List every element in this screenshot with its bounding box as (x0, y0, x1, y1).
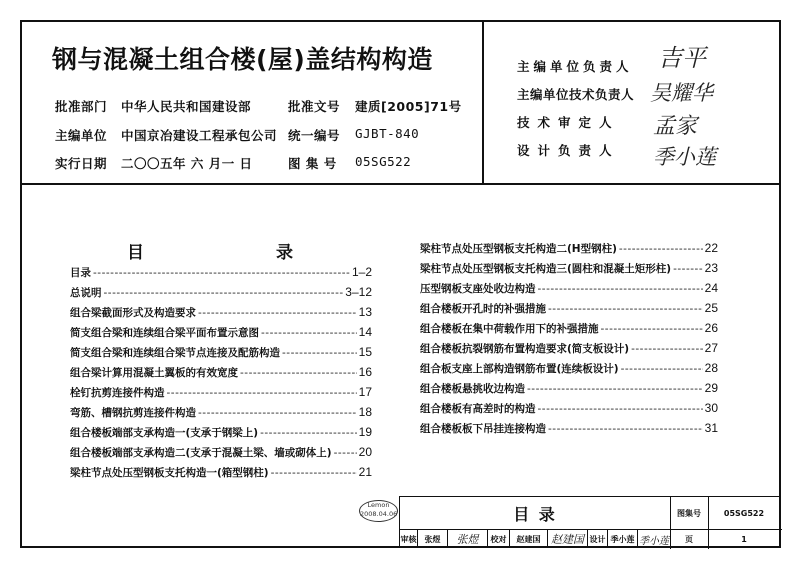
toc-leader (271, 463, 357, 483)
toc-item[interactable] (420, 418, 718, 438)
unified-no-label: 统一编号 (288, 128, 341, 143)
toc-item-page: 1–2 (351, 265, 372, 279)
date-label: 实行日期 (55, 156, 108, 171)
toc-item[interactable] (70, 442, 372, 462)
date-stamp (359, 500, 398, 522)
toc-item-page: 22 (704, 241, 718, 255)
toc-item-page: 26 (704, 321, 718, 335)
page-value: 1 (741, 534, 747, 544)
toc-item[interactable] (420, 398, 718, 418)
toc-item-title: 简支组合梁和连续组合梁节点连接及配筋构造 (70, 347, 280, 359)
toc-item-title: 梁柱节点处压型钢板支托构造三(圆柱和混凝土矩形柱) (420, 263, 672, 275)
toc-leader (631, 339, 703, 359)
toc-item-title: 组合梁截面形式及构造要求 (70, 307, 196, 319)
header-divider (20, 183, 781, 185)
toc-leader (527, 379, 703, 399)
toc-right-column (420, 238, 718, 438)
toc-item-page: 23 (704, 261, 718, 275)
toc-item-title: 组合楼板抗裂钢筋布置构造要求(简支板设计) (420, 343, 630, 355)
toc-leader (334, 443, 357, 463)
review-signature: 张煜 (448, 530, 488, 548)
toc-leader (619, 239, 703, 259)
toc-leader (93, 263, 350, 283)
toc-item[interactable] (70, 322, 372, 342)
toc-item-title: 压型钢板支座处收边构造 (420, 283, 536, 295)
toc-leader (104, 283, 344, 303)
toc-item-page: 13 (358, 305, 372, 319)
toc-item-page: 24 (704, 281, 718, 295)
design-signature: 季小莲 (639, 535, 669, 547)
toc-item[interactable] (70, 422, 372, 442)
toc-left-column (70, 262, 372, 482)
toc-item-page: 19 (358, 425, 372, 439)
check-name: 赵建国 (510, 530, 548, 548)
toc-item[interactable] (70, 262, 372, 282)
page-label: 页 (685, 534, 693, 544)
toc-leader (601, 319, 703, 339)
toc-item-page: 14 (358, 325, 372, 339)
toc-item[interactable] (420, 378, 718, 398)
toc-item-title: 组合梁计算用混凝土翼板的有效宽度 (70, 367, 238, 379)
toc-leader (673, 259, 703, 279)
toc-item-title: 组合楼板有高差时的构造 (420, 403, 536, 415)
toc-heading-left: 目 (127, 243, 145, 263)
toc-item-title: 组合楼板开孔时的补强措施 (420, 303, 546, 315)
toc-leader (538, 279, 703, 299)
page-title: 钢与混凝土组合楼(屋)盖结构构造 (52, 45, 433, 74)
toc-item-title: 组合楼板在集中荷载作用下的补强措施 (420, 323, 599, 335)
toc-leader (260, 423, 357, 443)
review-name: 张煜 (418, 530, 448, 548)
stamp-line-1: Lemon (367, 501, 390, 509)
design-name: 季小莲 (608, 530, 638, 548)
toc-item[interactable] (420, 258, 718, 278)
check-label: 校对 (488, 530, 510, 548)
toc-item-title: 组合楼板悬挑收边构造 (420, 383, 525, 395)
toc-item[interactable] (70, 302, 372, 322)
stamp-line-2: 2008.04.06 (360, 510, 398, 518)
toc-item-title: 梁柱节点处压型钢板支托构造二(H型钢柱) (420, 243, 617, 255)
toc-item-title: 组合楼板板下吊挂连接构造 (420, 423, 546, 435)
toc-item[interactable] (420, 238, 718, 258)
atlas-no-label: 图 集 号 (288, 156, 337, 171)
toc-item-page: 29 (704, 381, 718, 395)
unified-no-value: GJBT-840 (355, 126, 420, 141)
date-value: 二〇〇五年 六 月一 日 (121, 156, 253, 171)
signature-tech-reviewer: 孟家 (653, 114, 698, 139)
atlas-no-value: 05SG522 (355, 154, 412, 169)
toc-item-title: 目录 (70, 267, 91, 279)
doc-no-value: 建质[2005]71号 (355, 99, 462, 114)
toc-item[interactable] (70, 342, 372, 362)
role-tech-reviewer: 技术审定人 (517, 115, 620, 130)
title-block (399, 496, 781, 548)
toc-item[interactable] (70, 362, 372, 382)
toc-item-page: 16 (358, 365, 372, 379)
title-block-atlas-value: 05SG522 (723, 508, 765, 518)
approver-label: 批准部门 (55, 99, 108, 114)
signature-design-chief: 季小莲 (653, 145, 716, 169)
toc-leader (548, 419, 703, 439)
toc-item-page: 15 (358, 345, 372, 359)
toc-item-title: 栓钉抗剪连接件构造 (70, 387, 165, 399)
toc-leader (621, 359, 703, 379)
toc-leader (198, 303, 357, 323)
toc-item-title: 总说明 (70, 287, 102, 299)
toc-item-page: 21 (358, 465, 372, 479)
toc-item[interactable] (70, 402, 372, 422)
toc-item-page: 3–12 (345, 285, 372, 299)
toc-item[interactable] (420, 318, 718, 338)
check-signature: 赵建国 (548, 530, 588, 548)
review-label: 审核 (400, 530, 418, 548)
toc-item-title: 简支组合梁和连续组合梁平面布置示意图 (70, 327, 259, 339)
toc-item[interactable] (420, 298, 718, 318)
toc-leader (240, 363, 357, 383)
toc-item-page: 17 (358, 385, 372, 399)
toc-item-page: 31 (704, 421, 718, 435)
toc-leader (261, 323, 357, 343)
toc-item-title: 组合楼板端部支承构造二(支承于混凝土梁、墙或砌体上) (70, 447, 332, 459)
role-chief-unit: 主编单位负责人 (517, 59, 633, 74)
toc-leader (198, 403, 357, 423)
toc-item-page: 28 (704, 361, 718, 375)
toc-leader (167, 383, 357, 403)
approver-value: 中华人民共和国建设部 (121, 99, 252, 114)
toc-heading-right: 录 (276, 243, 294, 263)
design-label: 设计 (588, 530, 608, 548)
toc-leader (282, 343, 357, 363)
toc-item-title: 组合楼板端部支承构造一(支承于钢梁上) (70, 427, 259, 439)
toc-item-page: 27 (704, 341, 718, 355)
toc-item-page: 30 (704, 401, 718, 415)
toc-item[interactable] (420, 278, 718, 298)
header-vertical-divider (482, 20, 484, 184)
role-design-chief: 设计负责人 (517, 143, 620, 158)
toc-item[interactable] (70, 462, 372, 482)
toc-item[interactable] (70, 382, 372, 402)
toc-item-page: 25 (704, 301, 718, 315)
toc-item[interactable] (420, 358, 718, 378)
toc-item[interactable] (420, 338, 718, 358)
toc-item-title: 组合板支座上部构造钢筋布置(连续板设计) (420, 363, 619, 375)
signature-chief-unit: 吉平 (658, 44, 706, 72)
toc-item-title: 梁柱节点处压型钢板支托构造一(箱型钢柱) (70, 467, 269, 479)
title-block-atlas-label: 图集号 (677, 508, 701, 518)
toc-item-page: 20 (358, 445, 372, 459)
title-block-name: 目 录 (513, 504, 557, 524)
toc-leader (538, 399, 703, 419)
signature-tech-chief: 吴耀华 (650, 81, 713, 105)
editor-value: 中国京冶建设工程承包公司 (121, 128, 278, 143)
toc-item-page: 18 (358, 405, 372, 419)
toc-leader (548, 299, 703, 319)
role-tech-chief: 主编单位技术负责人 (517, 87, 635, 102)
toc-item[interactable] (70, 282, 372, 302)
doc-no-label: 批准文号 (288, 99, 341, 114)
toc-item-title: 弯筋、槽钢抗剪连接件构造 (70, 407, 196, 419)
editor-label: 主编单位 (55, 128, 108, 143)
